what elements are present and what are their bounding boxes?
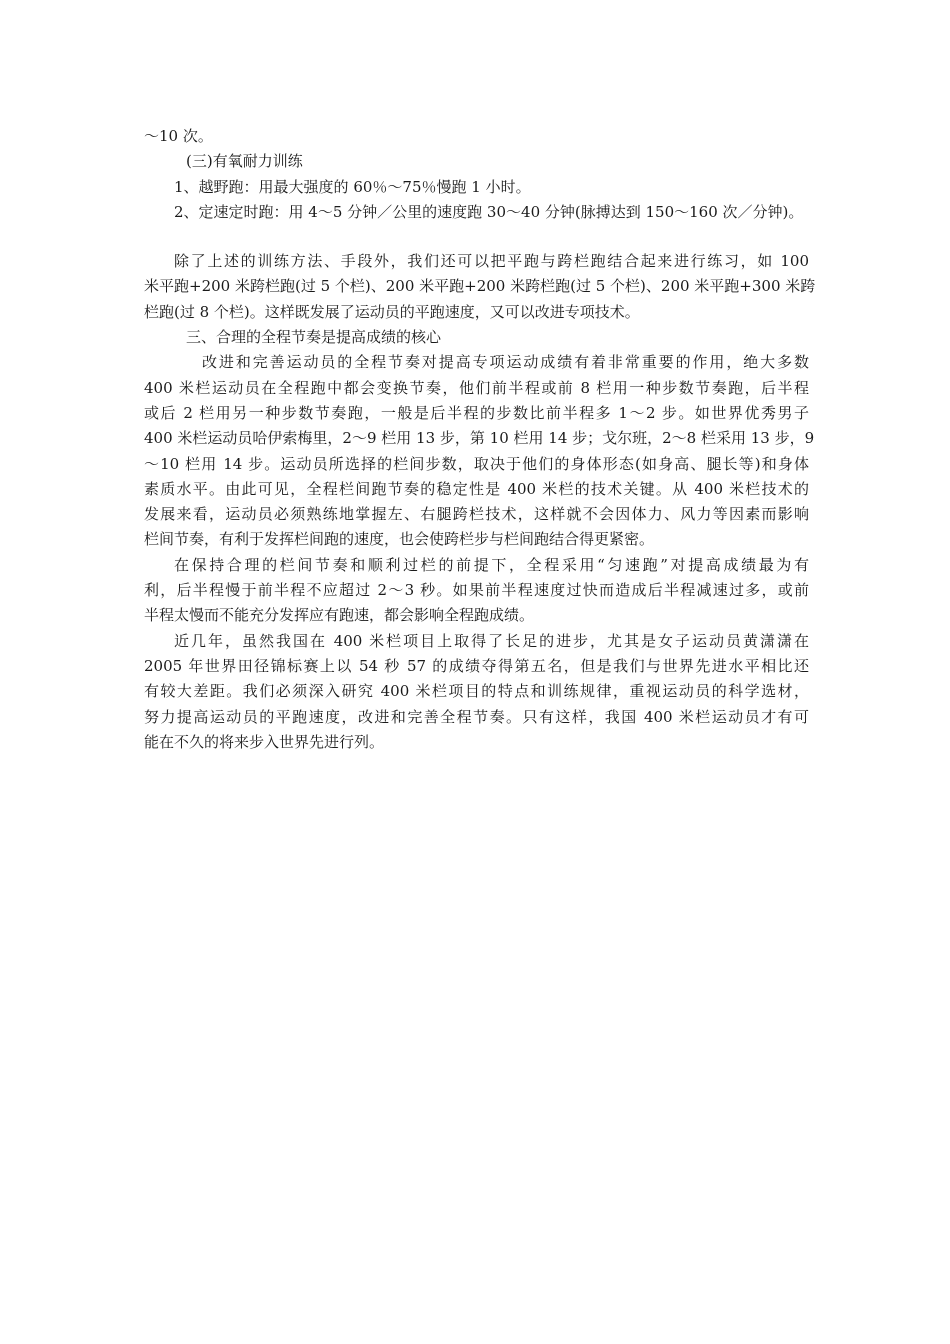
text-line: ～10 次。 (144, 127, 213, 145)
document-page (144, 124, 816, 755)
text-line: 半程太慢而不能充分发挥应有跑速，都会影响全程跑成绩。 (144, 606, 535, 625)
text-line: ～10 栏用 14 步。运动员所选择的栏间步数，取决于他们的身体形态(如身高、腿长等)和身体 (144, 454, 809, 473)
text-line: 努力提高运动员的平跑速度，改进和完善全程节奏。只有这样，我国 400 米栏运动员才有可 (144, 707, 809, 726)
text-line: 400 米栏运动员在全程跑中都会变换节奏，他们前半程或前 8 栏用一种步数节奏跑，后半程 (144, 378, 809, 397)
text-line: 栏跑(过 8 个栏)。这样既发展了运动员的平跑速度，又可以改进专项技术。 (144, 302, 640, 321)
text-line: 有较大差距。我们必须深入研究 400 米栏项目的特点和训练规律，重视运动员的科学选材， (144, 682, 809, 701)
text-line: 除了上述的训练方法、手段外，我们还可以把平跑与跨栏跑结合起来进行练习，如 100 (174, 252, 809, 271)
text-line: 1、越野跑：用最大强度的 60％～75％慢跑 1 小时。 (174, 177, 531, 196)
text-line: 素质水平。由此可见，全程栏间跑节奏的稳定性是 400 米栏的技术关键。从 400 米栏技术的 (144, 479, 809, 498)
text-line: 利，后半程慢于前半程不应超过 2～3 秒。如果前半程速度过快而造成后半程减速过多，或前 (144, 581, 809, 600)
section-heading: (三)有氧耐力训练 (186, 152, 303, 171)
text-line: 能在不久的将来步入世界先进行列。 (144, 732, 385, 751)
text-line: 2、定速定时跑：用 4～5 分钟／公里的速度跑 30～40 分钟(脉搏达到 150～160 次／分钟)。 (174, 202, 804, 221)
text-line: 栏间节奏，有利于发挥栏间跑的速度，也会使跨栏步与栏间跑结合得更紧密。 (144, 530, 655, 549)
paragraph-gap (144, 225, 809, 249)
text-line: 或后 2 栏用另一种步数节奏跑，一般是后半程的步数比前半程多 1～2 步。如世界优秀男子 (144, 403, 809, 422)
text-line: 改进和完善运动员的全程节奏对提高专项运动成绩有着非常重要的作用，绝大多数 (202, 353, 809, 372)
section-heading: 三、合理的全程节奏是提高成绩的核心 (186, 328, 442, 347)
text-line: 近几年，虽然我国在 400 米栏项目上取得了长足的进步，尤其是女子运动员黄潇潇在 (174, 631, 809, 650)
text-line: 400 米栏运动员哈伊索梅里，2～9 栏用 13 步，第 10 栏用 14 步；戈尔班，2～8 栏采用 13 步，9 (144, 429, 815, 448)
text-line: 在保持合理的栏间节奏和顺利过栏的前提下，全程采用“匀速跑”对提高成绩最为有 (174, 555, 809, 574)
text-line: 2005 年世界田径锦标赛上以 54 秒 57 的成绩夺得第五名，但是我们与世界先进水平相比还 (144, 656, 809, 675)
text-line: 发展来看，运动员必须熟练地掌握左、右腿跨栏技术，这样就不会因体力、风力等因素而影响 (144, 505, 809, 524)
text-line: 米平跑+200 米跨栏跑(过 5 个栏)、200 米平跑+200 米跨栏跑(过 5 个栏)、200 米平跑+300 米跨 (144, 277, 816, 296)
